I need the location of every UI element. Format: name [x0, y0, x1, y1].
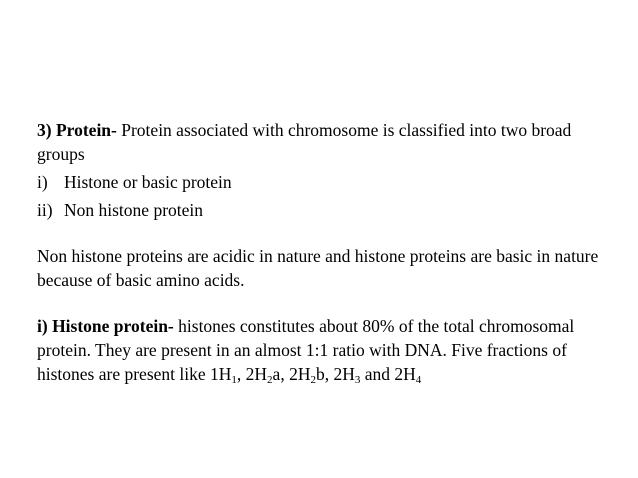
list-item: [37, 170, 607, 194]
non-histone-paragraph: Non histone proteins are acidic in nature and histone proteins are basic in nature because of basic amino acids.: [37, 246, 599, 290]
histone-description: histones constitutes about 80% of the total chromosomal protein. They are present in an almost 1:1 ratio with DNA. Five fractions of histones are present like: [37, 316, 575, 384]
separator: ,: [280, 364, 290, 384]
list-item-number: ii): [37, 200, 53, 220]
histone-paragraph: [37, 314, 607, 386]
separator: ,: [324, 364, 334, 384]
histone-heading: i) Histone protein-: [37, 316, 174, 336]
protein-description: Protein associated with chromosome is classified into two broad groups: [37, 120, 572, 164]
fraction-2h2a: $2H_2a$: [245, 364, 281, 386]
protein-heading: 3) Protein-: [37, 120, 117, 140]
fraction-1h1: $1H_1$: [210, 364, 237, 386]
list-item: [37, 198, 607, 222]
list-item-number: i): [37, 172, 48, 192]
fraction-2h3: $2H_3$: [333, 364, 361, 386]
spacer: [37, 222, 607, 244]
slide-content: [37, 118, 607, 386]
list-item-text: Histone or basic protein: [64, 172, 232, 192]
protein-paragraph: [37, 118, 607, 166]
separator: ,: [236, 364, 246, 384]
list-item-text: Non histone protein: [64, 200, 204, 220]
spacer: [37, 292, 607, 314]
fraction-2h2b: $2H_2b$: [289, 364, 325, 386]
fraction-2h4: $2H_4$: [394, 364, 422, 386]
separator: and: [360, 364, 395, 384]
